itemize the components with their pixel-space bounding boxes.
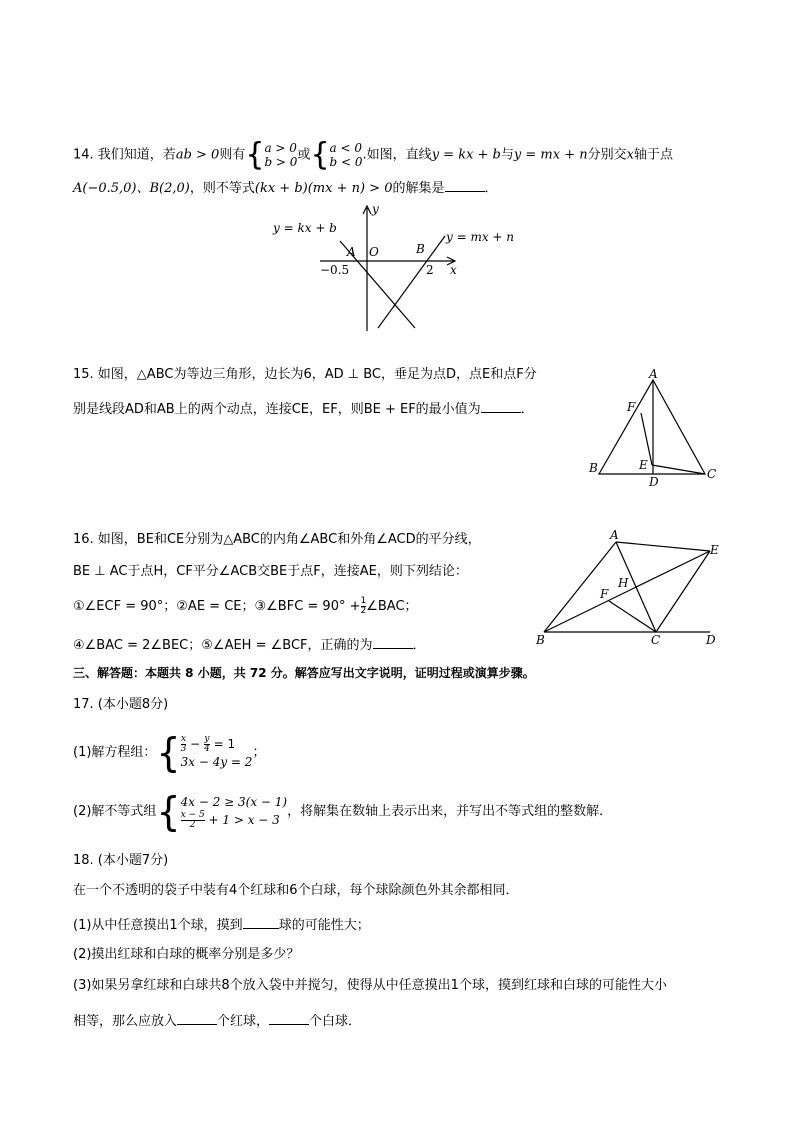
label-F: F <box>600 587 609 601</box>
q14-line1 <box>73 136 673 173</box>
q18-text: 球的可能性大； <box>278 918 370 933</box>
q14-or: 或 <box>297 147 311 163</box>
q14-case1 <box>264 141 297 169</box>
label-x: x <box>450 263 457 277</box>
answer-blank[interactable] <box>445 177 485 192</box>
frac-den: 4 <box>204 743 210 754</box>
q14-text: 的解集是 <box>392 181 445 196</box>
q16-line3 <box>73 597 418 616</box>
q18-part3: (3)如果另拿红球和白球共8个放入袋中并搅匀，使得从中任意摸出1个球，摸到红球和白球的可能性大小 <box>73 978 667 993</box>
q16-text: ④∠BAC = 2∠BEC；⑤∠AEH = ∠BCF，正确的为 <box>73 638 373 653</box>
q14-inequality: (kx + b)(mx + n) > 0 <box>254 181 393 196</box>
label-D: D <box>649 475 659 489</box>
q17-text: ； <box>252 745 266 760</box>
frac <box>181 735 187 754</box>
q14-line2 <box>73 177 498 198</box>
label-A: A <box>347 245 356 259</box>
q18-intro: 在一个不透明的袋子中装有4个红球和6个白球，每个球除颜色外其余都相同． <box>73 883 519 898</box>
q18-text: 相等，那么应放入 <box>73 1014 178 1029</box>
q14-ab: ab > 0 <box>175 147 220 163</box>
answer-blank[interactable] <box>481 398 521 413</box>
minus: − <box>190 736 201 751</box>
q18-part2: (2)摸出红球和白球的概率分别是多少？ <box>73 947 300 962</box>
frac-den: 2 <box>360 606 367 616</box>
q14-text: 与 <box>500 147 514 163</box>
q16-line4 <box>73 634 426 655</box>
q14-eq1: y = kx + b <box>431 147 501 163</box>
segment-AE <box>616 542 710 551</box>
label-D: D <box>706 633 716 647</box>
q18-text: 个白球． <box>309 1014 362 1029</box>
q17-system2 <box>181 794 288 830</box>
label-A: A <box>649 368 658 381</box>
q14-text: ． <box>484 181 498 196</box>
frac-num: y <box>204 733 210 744</box>
label-E: E <box>710 543 719 557</box>
label-line1: y = kx + b <box>273 221 337 235</box>
label-neg-half: −0.5 <box>320 263 350 277</box>
frac <box>181 811 205 830</box>
q18-part3b <box>73 1010 361 1031</box>
q18-text: 个红球， <box>217 1014 270 1029</box>
q17-text: ，将解集在数轴上表示出来，并写出不等式组的整数解． <box>287 804 613 819</box>
q15-figure <box>585 368 725 490</box>
q17-p2-label: (2)解不等式组 <box>73 804 157 819</box>
label-O: O <box>369 245 379 259</box>
q16-text: ． <box>412 638 426 653</box>
brace-icon: { <box>310 136 330 173</box>
label-B: B <box>589 461 598 475</box>
q17-row2: 3x − 4y = 2 <box>180 754 253 769</box>
q15-line2 <box>73 398 534 419</box>
segment-EC <box>656 551 710 632</box>
brace-icon: { <box>156 788 181 835</box>
q17-system1 <box>181 735 253 771</box>
q17-row1 <box>180 733 236 754</box>
segment-EC <box>652 465 705 474</box>
answer-blank[interactable] <box>373 634 413 649</box>
label-B: B <box>536 633 545 647</box>
q18-head: 18. (本小题7分) <box>73 853 169 868</box>
answer-blank[interactable] <box>269 1010 309 1025</box>
label-F: F <box>627 400 636 414</box>
q14-case2-bot: b < 0 <box>329 155 363 169</box>
q17-head: 17. (本小题8分) <box>73 697 169 712</box>
q16-figure <box>530 526 730 648</box>
q18-part1 <box>73 914 370 935</box>
q15-text: ． <box>520 402 534 417</box>
label-C: C <box>651 633 661 647</box>
q18-text: (1)从中任意摸出1个球，摸到 <box>73 918 243 933</box>
label-B: B <box>416 242 425 256</box>
label-line2: y = mx + n <box>446 230 515 244</box>
label-E: E <box>639 458 648 472</box>
line-mx-n <box>378 236 445 328</box>
section-3-heading: 三、解答题：本题共 8 小题，共 72 分。解答应写出文字说明，证明过程或演算步骤。 <box>73 666 535 680</box>
triangle-ABC <box>599 380 705 474</box>
q14-text: 轴于点 <box>633 147 673 163</box>
q14-case1-top: a > 0 <box>264 141 297 155</box>
brace-icon: { <box>245 136 265 173</box>
q14-text: 则有 <box>219 147 246 163</box>
q14-figure <box>260 196 540 336</box>
frac-num: 1 <box>360 596 367 606</box>
q15-text: 别是线段AD和AB上的两个动点，连接CE，EF，则BE + EF的最小值为 <box>73 402 481 417</box>
q14-eq2: y = mx + n <box>513 147 588 163</box>
q14-points: A(−0.5,0)、B(2,0) <box>73 181 190 196</box>
q17-part1 <box>73 729 266 776</box>
frac-den: 2 <box>189 819 196 830</box>
q14-case1-bot: b > 0 <box>264 155 298 169</box>
label-y: y <box>372 202 379 216</box>
q14-text: 分别交 <box>587 147 627 163</box>
q14-text: 14. 我们知道，若 <box>73 147 176 163</box>
label-A: A <box>610 528 619 542</box>
q16-line2: BE ⊥ AC于点H，CF平分∠ACB交BE于点F，连接AE，则下列结论： <box>73 564 468 579</box>
frac-den: 3 <box>180 743 187 754</box>
frac-num: x − 5 <box>180 809 205 820</box>
q17-ineq2-end: + 1 > x − 3 <box>208 812 280 827</box>
q14-case2-top: a < 0 <box>329 141 363 155</box>
brace-icon: { <box>156 729 181 776</box>
q17-ineq2 <box>180 809 280 830</box>
label-C: C <box>707 467 717 481</box>
q14-x: x <box>626 147 634 163</box>
q17-ineq1: 4x − 2 ≥ 3(x − 1) <box>180 794 288 809</box>
label-H: H <box>618 576 629 590</box>
q17-part2 <box>73 788 613 835</box>
q16-line1: 16. 如图，BE和CE分别为△ABC的内角∠ABC和外角∠ACD的平分线， <box>73 532 481 547</box>
q17-p1-label: (1)解方程组： <box>73 745 157 760</box>
q15-line1: 15. 如图，△ABC为等边三角形，边长为6，AD ⊥ BC，垂足为点D，点E和点F分 <box>73 367 537 382</box>
q16-text: ∠BAC； <box>366 599 418 614</box>
q14-text: ，则不等式 <box>189 181 255 196</box>
answer-blank[interactable] <box>243 914 279 929</box>
frac-num: x <box>180 733 187 744</box>
q14-case2 <box>330 141 363 169</box>
label-2: 2 <box>426 263 434 277</box>
segment-BE <box>544 551 710 632</box>
q17-row1-end: = 1 <box>213 736 236 751</box>
q14-text: .如图，直线 <box>362 147 432 163</box>
answer-blank[interactable] <box>177 1010 217 1025</box>
q16-text: ①∠ECF = 90°；②AE = CE；③∠BFC = 90° + <box>73 599 361 614</box>
frac <box>204 735 210 754</box>
